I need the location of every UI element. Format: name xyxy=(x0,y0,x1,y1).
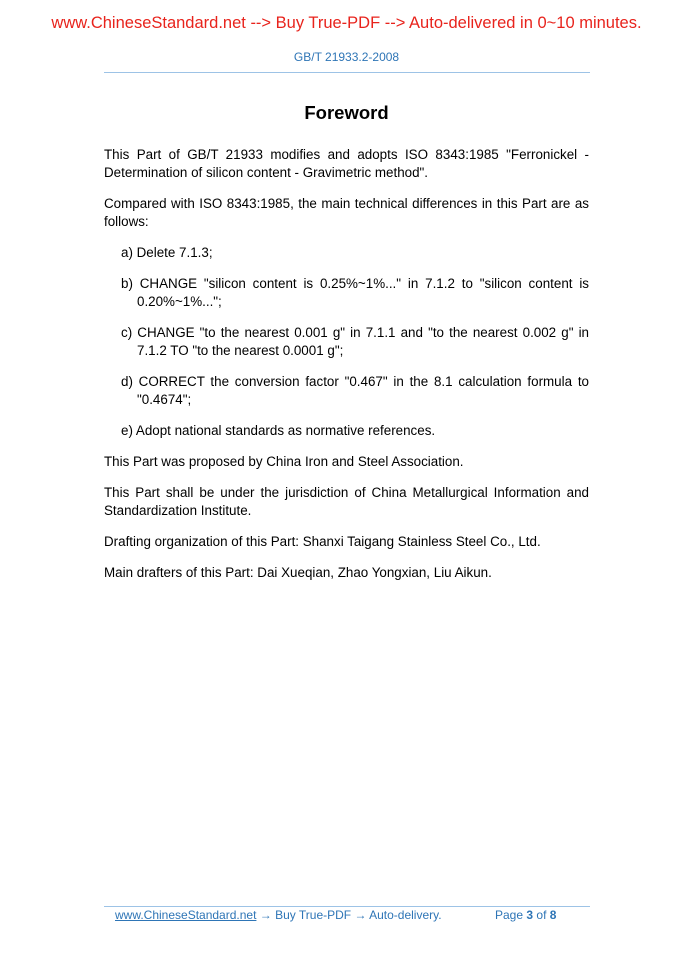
foreword-body xyxy=(104,146,589,595)
page-label: Page xyxy=(495,908,524,922)
header-divider xyxy=(104,72,590,73)
page-of: of xyxy=(536,908,547,922)
paragraph: This Part of GB/T 21933 modifies and adopts ISO 8343:1985 "Ferronickel - Determination of silicon content - Gravimetric method". xyxy=(104,147,589,180)
document-code-header: GB/T 21933.2-2008 xyxy=(293,50,400,64)
list-item: a) Delete 7.1.3; xyxy=(121,245,213,260)
list-item: e) Adopt national standards as normative references. xyxy=(121,423,436,438)
paragraph: Main drafters of this Part: Dai Xueqian, Zhao Yongxian, Liu Aikun. xyxy=(104,565,492,580)
footer-website-link[interactable]: www.ChineseStandard.net xyxy=(115,908,257,922)
paragraph: This Part shall be under the jurisdiction of China Metallurgical Information and Standardization Institute. xyxy=(104,485,589,518)
footer-tagline: → Buy True-PDF → Auto-delivery. xyxy=(256,908,442,922)
list-item: d) CORRECT the conversion factor "0.467" in the 8.1 calculation formula to "0.4674"; xyxy=(121,374,589,407)
page-total: 8 xyxy=(549,908,557,922)
promo-banner[interactable]: www.ChineseStandard.net --> Buy True-PDF --> Auto-delivered in 0~10 minutes. xyxy=(51,14,642,32)
footer-divider xyxy=(104,906,590,907)
paragraph: Compared with ISO 8343:1985, the main technical differences in this Part are as follows: xyxy=(104,196,589,229)
page-indicator xyxy=(495,908,556,922)
list-item: b) CHANGE "silicon content is 0.25%~1%..." in 7.1.2 to "silicon content is 0.20%~1%..."; xyxy=(121,276,589,309)
page-current: 3 xyxy=(526,908,534,922)
page-title: Foreword xyxy=(304,102,389,123)
paragraph: This Part was proposed by China Iron and Steel Association. xyxy=(104,454,464,469)
page-footer xyxy=(115,908,557,922)
list-item: c) CHANGE "to the nearest 0.001 g" in 7.1.1 and "to the nearest 0.002 g" in 7.1.2 TO "to the nearest 0.0001 g"; xyxy=(121,325,589,358)
paragraph: Drafting organization of this Part: Shanxi Taigang Stainless Steel Co., Ltd. xyxy=(104,534,541,549)
